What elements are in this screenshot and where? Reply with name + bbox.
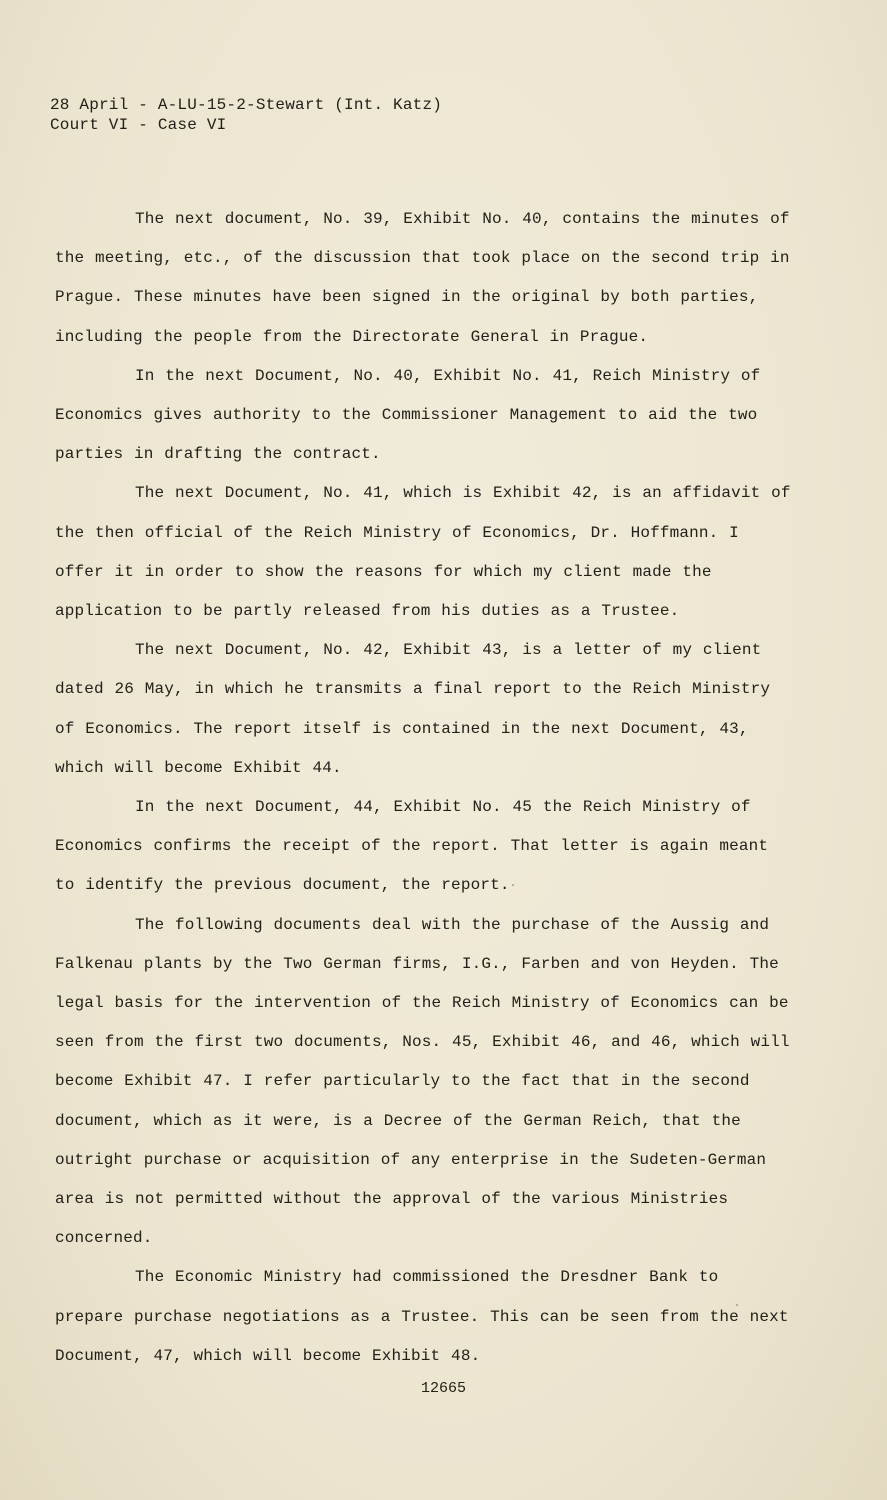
header-session-line: 28 April - A-LU-15-2-Stewart (Int. Katz) bbox=[50, 96, 443, 114]
paper-speck bbox=[512, 884, 514, 886]
paragraph-document-40: In the next Document, No. 40, Exhibit No. 41, Reich Ministry of Economics gives authority to the Commissioner Management to aid the two parties in drafting the contract. bbox=[55, 366, 761, 464]
paragraph-document-42: The next Document, No. 42, Exhibit 43, is a letter of my client dated 26 May, in which he transmits a final report to the Reich Ministry of Economics. The report itself is contained in the next Document, 43, which will become Exhibit 44. bbox=[55, 641, 771, 777]
paragraph-document-41: The next Document, No. 41, which is Exhibit 42, is an affidavit of the then official of the Reich Ministry of Economics, Dr. Hoffmann. I offer it in order to show the reasons for which my client made the application to be partly released from his duties as a Trustee. bbox=[55, 484, 791, 621]
paragraph-dresdner-bank: The Economic Ministry had commissioned the Dresdner Bank to prepare purchase negotiations as a Trustee. This can be seen from the next Document, 47, which will become Exhibit 48. bbox=[55, 1268, 789, 1365]
paragraph-document-44: In the next Document, 44, Exhibit No. 45 the Reich Ministry of Economics confirms the receipt of the report. That letter is again meant to identify the previous document, the report. bbox=[55, 798, 769, 895]
paper-speck bbox=[736, 1304, 738, 1306]
page-number: 12665 bbox=[420, 1380, 466, 1397]
document-body bbox=[55, 200, 795, 1376]
header-court-line: Court VI - Case VI bbox=[50, 116, 227, 134]
paragraph-aussig-falkenau: The following documents deal with the purchase of the Aussig and Falkenau plants by the Two German firms, I.G., Farben and von Heyden. The legal basis for the intervention of the Reich Ministry of Economics can be seen from the first two documents, Nos. 45, Exhibit 46, and 46, which will become Exhibit 47. I refer particularly to the fact that in the second document, which as it were, is a Decree of the German Reich, that the outright purchase or acquisition of any enterprise in the Sudeten-German area is not permitted without the approval of the various Ministries concerned. bbox=[55, 915, 790, 1248]
document-header bbox=[50, 95, 442, 135]
paragraph-document-39: The next document, No. 39, Exhibit No. 40, contains the minutes of the meeting, etc., of the discussion that took place on the second trip in Prague. These minutes have been signed in the original by both parties, including the people from the Directorate General in Prague. bbox=[55, 210, 790, 346]
